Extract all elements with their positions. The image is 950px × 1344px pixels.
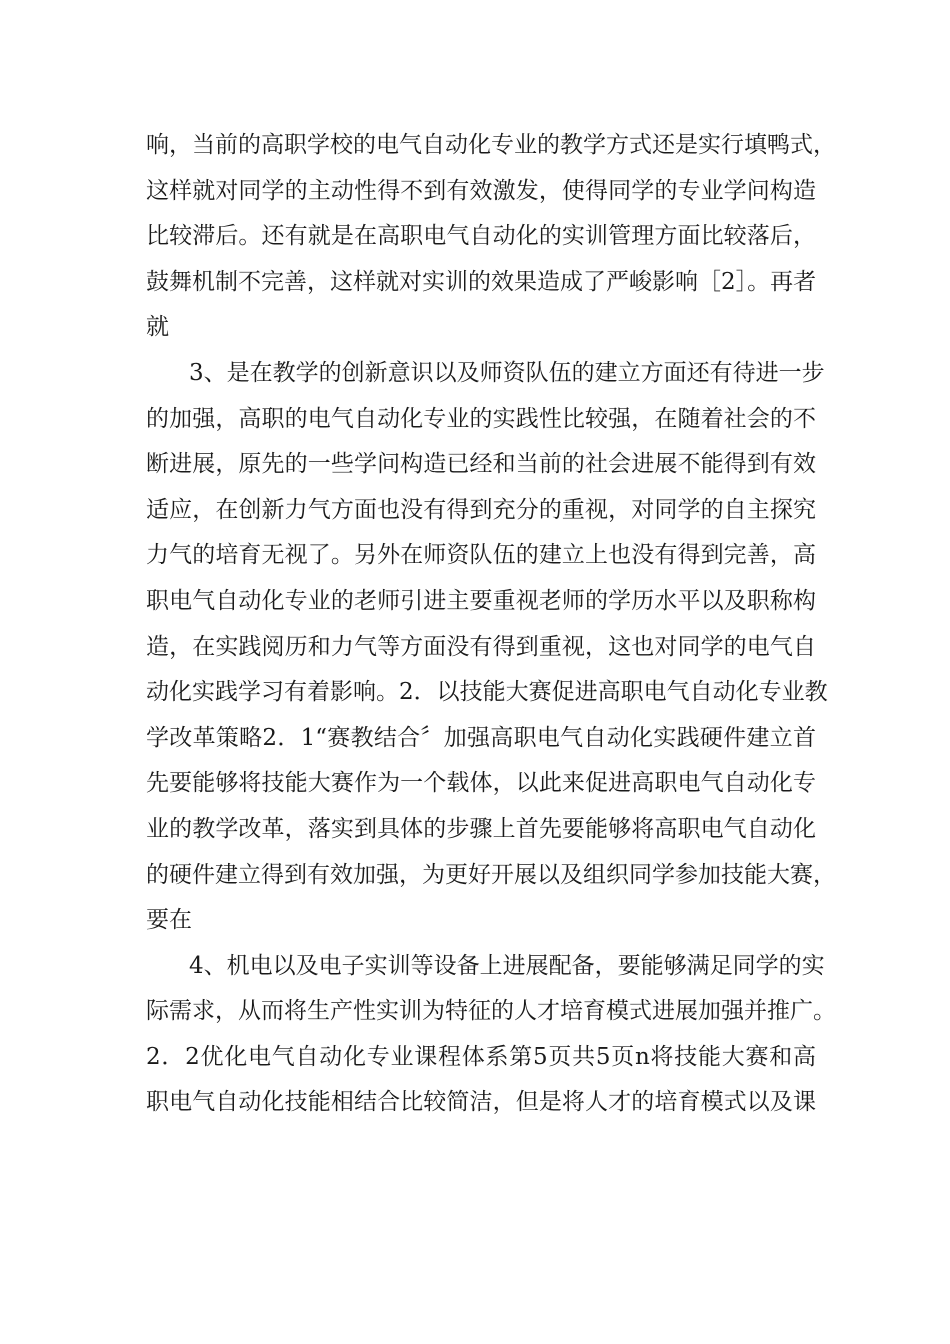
body-text: [146, 130, 836, 1133]
text-line-1: 响，当前的高职学校的电气自动化专业的教学方式还是实行填鸭式，: [146, 132, 836, 158]
text-line-2: 这样就对同学的主动性得不到有效激发，使得同学的专业学问构造: [146, 177, 816, 204]
text-line-17: 的硬件建立得到有效加强，为更好开展以及组织同学参加技能大赛，: [146, 861, 836, 888]
text-line-16: 业的教学改革，落实到具体的步骤上首先要能够将高职电气自动化: [146, 815, 816, 842]
text-line-12: 造，在实践阅历和力气等方面没有得到重视，这也对同学的电气自: [146, 633, 816, 660]
text-line-21: 2．2优化电气自动化专业课程体系第5页共5页n将技能大赛和高: [146, 1043, 816, 1070]
text-line-22: 职电气自动化技能相结合比较简洁，但是将人才的培育模式以及课: [146, 1089, 816, 1116]
text-line-19: 4、机电以及电子实训等设备上进展配备，要能够满足同学的实: [189, 952, 825, 979]
text-line-10: 力气的培育无视了。另外在师资队伍的建立上也没有得到完善，高: [146, 542, 816, 569]
text-line-13: 动化实践学习有着影响。2．以技能大赛促进高职电气自动化专业教: [146, 679, 828, 706]
text-line-20: 际需求，从而将生产性实训为特征的人才培育模式进展加强并推广。: [146, 998, 836, 1025]
text-line-7: 的加强，高职的电气自动化专业的实践性比较强，在随着社会的不: [146, 405, 816, 432]
text-line-15: 先要能够将技能大赛作为一个载体，以此来促进高职电气自动化专: [146, 770, 816, 797]
text-line-5: 就: [146, 314, 169, 341]
text-line-3: 比较滞后。还有就是在高职电气自动化的实训管理方面比较落后，: [146, 223, 816, 250]
text-line-11: 职电气自动化专业的老师引进主要重视老师的学历水平以及职称构: [146, 587, 816, 614]
text-line-18: 要在: [146, 907, 192, 934]
text-line-6: 3、是在教学的创新意识以及师资队伍的建立方面还有待进一步: [189, 359, 825, 386]
text-line-8: 断进展，原先的一些学问构造已经和当前的社会进展不能得到有效: [146, 451, 816, 478]
text-line-9: 适应，在创新力气方面也没有得到充分的重视，对同学的自主探究: [146, 496, 816, 523]
text-line-14: 学改革策略2．1“赛教结合〞加强高职电气自动化实践硬件建立首: [146, 724, 816, 751]
text-line-4: 鼓舞机制不完善，这样就对实训的效果造成了严峻影响［2］。再者: [146, 268, 817, 295]
